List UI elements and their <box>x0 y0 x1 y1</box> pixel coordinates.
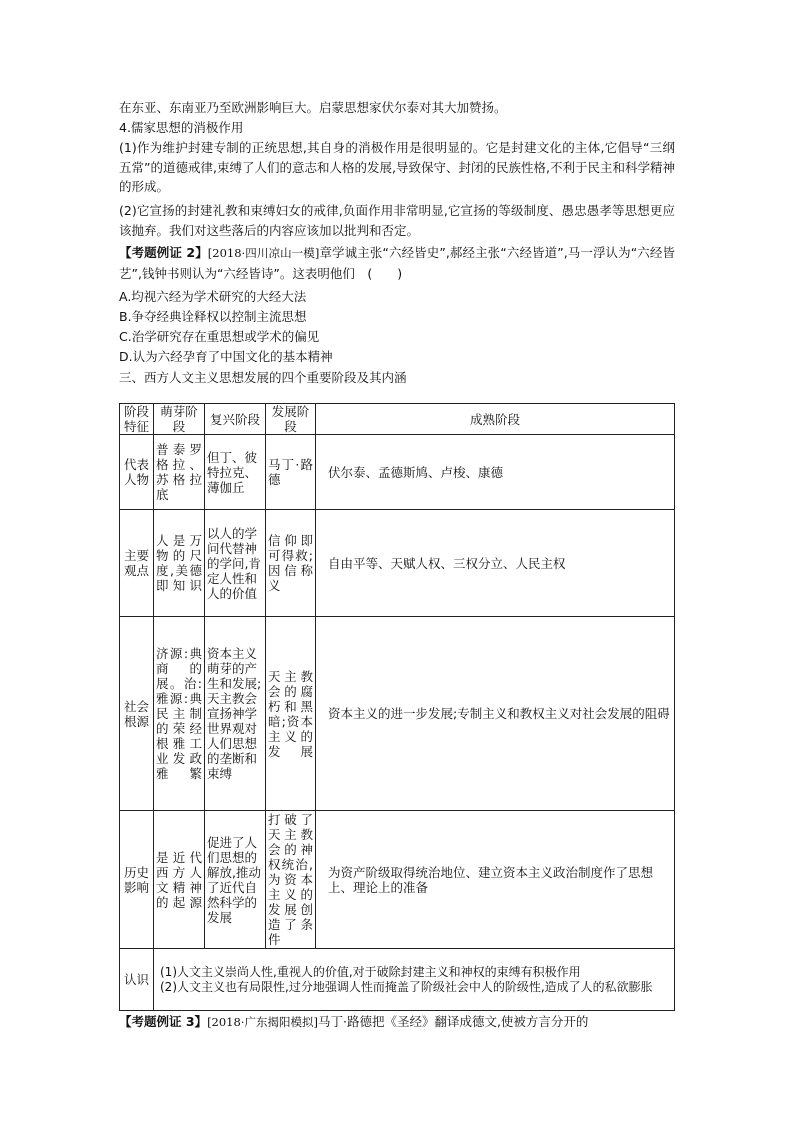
example2-question <box>119 243 675 283</box>
table-cell: 是近代西方人文精神的起源 <box>154 811 205 949</box>
header-mature: 成熟阶段 <box>316 404 675 435</box>
negative-point-1: (1)作为维护封建专制的正统思想,其自身的消极作用是很明显的。它是封建文化的主体,它倡导“三纲五常”的道德戒律,束缚了人们的意志和人格的发展,导致保守、封闭的民族性格,不利于民主和科学精神的形成。 <box>119 140 675 194</box>
option-a: A.均视六经为学术研究的大经大法 <box>119 289 307 304</box>
recognition-point-2: (2)人文主义也有局限性,过分地强调人性而掩盖了阶级社会中人的阶级性,造成了人的私欲膨胀 <box>160 979 653 994</box>
table-cell: 伏尔泰、孟德斯鸠、卢梭、康德 <box>316 435 675 510</box>
table-cell: 信仰即可得救;因信称义 <box>266 510 316 617</box>
option-d: D.认为六经孕育了中国文化的基本精神 <box>119 349 333 364</box>
header-revival: 复兴阶段 <box>205 404 266 435</box>
table-cell: 打破了天主教会的神权统治,为资本主义的发展创造了条件 <box>266 811 316 949</box>
table-cell: 资本主义的进一步发展;专制主义和教权主义对社会发展的阻碍 <box>316 617 675 811</box>
table-cell: 人是万物的尺度,美德即知识 <box>154 510 205 617</box>
header-sprout: 萌芽阶段 <box>154 404 205 435</box>
example3-question <box>119 1012 679 1032</box>
example3-stem: 马丁·路德把《圣经》翻译成德文,使被方言分开的 <box>317 1014 589 1029</box>
section4-title: 4.儒家思想的消极作用 <box>119 120 244 135</box>
table-cell: 济源:典商的展。治:雅源:典民主制的荣经根雅工业发政雅繁 <box>154 617 205 811</box>
row-label: 认识 <box>120 949 154 1011</box>
table-row <box>120 510 675 617</box>
humanism-stages-table <box>119 403 675 1011</box>
table-row <box>120 435 675 510</box>
example2-stem: 章学诚主张“六经皆史”,郝经主张“六经皆道”,马一浮认为“六经皆艺”,钱钟书则认为“六经皆诗”。这表明他们 ( ) <box>119 245 675 281</box>
option-c: C.治学研究存在重思想或学术的偏见 <box>119 329 320 344</box>
header-development: 发展阶段 <box>266 404 316 435</box>
section3-title: 三、西方人文主义思想发展的四个重要阶段及其内涵 <box>119 370 407 385</box>
table-cell: 为资产阶级取得统治地位、建立资本主义政治制度作了思想上、理论上的准备 <box>316 811 675 949</box>
recognition-point-1: (1)人文主义崇尚人性,重视人的价值,对于破除封建主义和神权的束缚有积极作用 <box>160 964 581 979</box>
example3-source: [2018·广东揭阳模拟] <box>207 1015 318 1029</box>
table-cell: 自由平等、天赋人权、三权分立、人民主权 <box>316 510 675 617</box>
table-cell: 天主教会的腐朽和黑暗;资本主义的发展 <box>266 617 316 811</box>
negative-point-2: (2)它宣扬的封建礼教和束缚妇女的戒律,负面作用非常明显,它宣扬的等级制度、愚忠愚孝等思想更应该抛弃。我们对这些落后的内容应该加以批判和否定。 <box>119 203 675 238</box>
table-cell: 促进了人们思想的解放,推动了近代自然科学的发展 <box>205 811 266 949</box>
intro-continuation: 在东亚、东南亚乃至欧洲影响巨大。启蒙思想家伏尔泰对其大加赞扬。 <box>119 100 507 115</box>
header-feature: 阶段特征 <box>120 404 154 435</box>
table-cell: 马丁·路德 <box>266 435 316 510</box>
table-cell: 以人的学问代替神的学问,肯定人性和人的价值 <box>205 510 266 617</box>
row-label: 主要观点 <box>120 510 154 617</box>
table-cell: 普泰罗格拉、苏格拉底 <box>154 435 205 510</box>
table-row <box>120 949 675 1011</box>
example2-label: 【考题例证 2】 <box>119 245 208 260</box>
option-b: B.争夺经典诠释权以控制主流思想 <box>119 309 307 324</box>
table-header-row <box>120 404 675 435</box>
recognition-cell <box>154 949 675 1011</box>
table-row <box>120 617 675 811</box>
example3-label: 【考题例证 3】 <box>119 1014 208 1029</box>
row-label: 社会根源 <box>120 617 154 811</box>
example2-source: [2018·四川凉山一模] <box>207 246 320 260</box>
table-row <box>120 811 675 949</box>
row-label: 代表人物 <box>120 435 154 510</box>
table-cell: 资本主义萌芽的产生和发展;天主教会宣扬神学世界观对人们思想的垄断和束缚 <box>205 617 266 811</box>
row-label: 历史影响 <box>120 811 154 949</box>
table-cell: 但丁、彼特拉克、薄伽丘 <box>205 435 266 510</box>
